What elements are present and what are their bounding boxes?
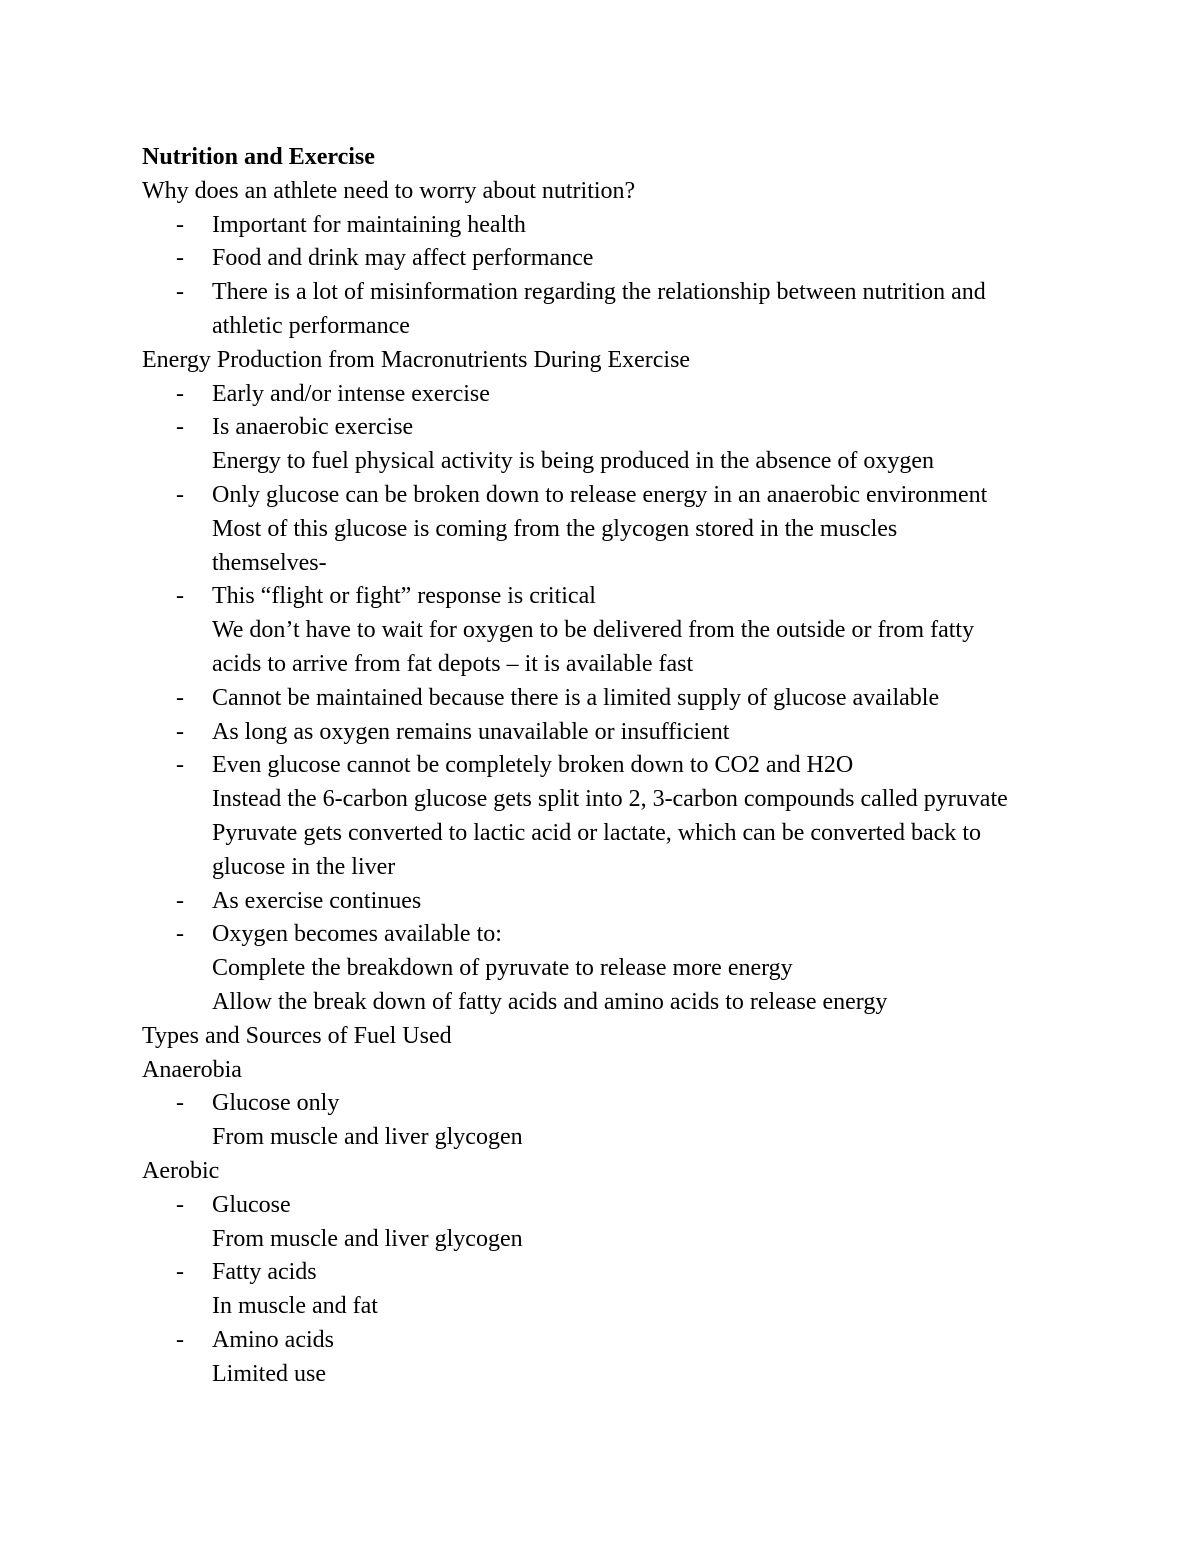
bullet-text: Amino acids bbox=[212, 1326, 334, 1353]
continuation-line: Complete the breakdown of pyruvate to release more energy bbox=[212, 955, 793, 982]
document-title: Nutrition and Exercise bbox=[142, 144, 375, 170]
continuation-line: We don’t have to wait for oxygen to be delivered from the outside or from fatty bbox=[212, 617, 975, 644]
continuation-line: Pyruvate gets converted to lactic acid or lactate, which can be converted back to bbox=[212, 819, 981, 846]
bullet-item bbox=[142, 1189, 1082, 1223]
bullet-dash: - bbox=[176, 245, 184, 272]
section-heading: Why does an athlete need to worry about nutrition? bbox=[142, 177, 636, 204]
bullet-dash: - bbox=[176, 887, 184, 914]
continuation-line: Energy to fuel physical activity is being produced in the absence of oxygen bbox=[212, 448, 935, 475]
bullet-dash: - bbox=[176, 380, 184, 407]
continuation-line: From muscle and liver glycogen bbox=[212, 1225, 523, 1252]
bullet-item bbox=[142, 209, 1082, 243]
document-body bbox=[142, 141, 1082, 1391]
document-lines bbox=[142, 175, 1082, 1392]
bullet-item bbox=[142, 716, 1082, 750]
bullet-item bbox=[142, 411, 1082, 445]
bullet-item bbox=[142, 682, 1082, 716]
bullet-item bbox=[142, 580, 1082, 614]
bullet-item bbox=[142, 749, 1082, 783]
bullet-text: Important for maintaining health bbox=[212, 211, 526, 238]
bullet-dash: - bbox=[176, 1259, 184, 1286]
bullet-text: There is a lot of misinformation regarding the relationship between nutrition and bbox=[212, 279, 986, 306]
continuation-line: Instead the 6-carbon glucose gets split into 2, 3-carbon compounds called pyruvate bbox=[212, 786, 1008, 813]
continuation-line: athletic performance bbox=[212, 312, 410, 339]
bullet-dash: - bbox=[176, 684, 184, 711]
bullet-dash: - bbox=[176, 1090, 184, 1117]
bullet-dash: - bbox=[176, 921, 184, 948]
bullet-text: Even glucose cannot be completely broken down to CO2 and H2O bbox=[212, 752, 854, 779]
bullet-text: Early and/or intense exercise bbox=[212, 380, 490, 407]
bullet-dash: - bbox=[176, 414, 184, 441]
bullet-item bbox=[142, 918, 1082, 952]
continuation-line: From muscle and liver glycogen bbox=[212, 1124, 523, 1151]
bullet-item bbox=[142, 276, 1082, 310]
bullet-dash: - bbox=[176, 752, 184, 779]
bullet-item bbox=[142, 242, 1082, 276]
bullet-item bbox=[142, 1256, 1082, 1290]
bullet-dash: - bbox=[176, 481, 184, 508]
bullet-text: As exercise continues bbox=[212, 887, 422, 914]
bullet-text: Is anaerobic exercise bbox=[212, 414, 414, 441]
bullet-dash: - bbox=[176, 718, 184, 745]
continuation-line: glucose in the liver bbox=[212, 853, 396, 880]
bullet-item bbox=[142, 1324, 1082, 1358]
bullet-item bbox=[142, 479, 1082, 513]
section-heading: Aerobic bbox=[142, 1157, 220, 1184]
section-heading: Energy Production from Macronutrients During Exercise bbox=[142, 346, 691, 373]
bullet-text: As long as oxygen remains unavailable or insufficient bbox=[212, 718, 730, 745]
bullet-dash: - bbox=[176, 1191, 184, 1218]
bullet-dash: - bbox=[176, 1326, 184, 1353]
bullet-text: This “flight or fight” response is critical bbox=[212, 583, 596, 610]
bullet-dash: - bbox=[176, 583, 184, 610]
continuation-line: Most of this glucose is coming from the glycogen stored in the muscles bbox=[212, 515, 898, 542]
bullet-text: Food and drink may affect performance bbox=[212, 245, 594, 272]
continuation-line: Allow the break down of fatty acids and amino acids to release energy bbox=[212, 988, 888, 1015]
bullet-item bbox=[142, 885, 1082, 919]
continuation-line: themselves- bbox=[212, 549, 327, 576]
continuation-line: In muscle and fat bbox=[212, 1293, 378, 1320]
bullet-dash: - bbox=[176, 211, 184, 238]
continuation-line: acids to arrive from fat depots – it is available fast bbox=[212, 650, 694, 677]
bullet-item bbox=[142, 378, 1082, 412]
bullet-text: Glucose only bbox=[212, 1090, 340, 1117]
section-heading: Anaerobia bbox=[142, 1056, 242, 1083]
bullet-text: Oxygen becomes available to: bbox=[212, 921, 502, 948]
bullet-text: Cannot be maintained because there is a limited supply of glucose available bbox=[212, 684, 940, 711]
continuation-line: Limited use bbox=[212, 1360, 326, 1387]
bullet-text: Only glucose can be broken down to release energy in an anaerobic environment bbox=[212, 481, 988, 508]
bullet-text: Glucose bbox=[212, 1191, 291, 1218]
bullet-text: Fatty acids bbox=[212, 1259, 317, 1286]
bullet-dash: - bbox=[176, 279, 184, 306]
bullet-item bbox=[142, 1087, 1082, 1121]
section-heading: Types and Sources of Fuel Used bbox=[142, 1022, 452, 1049]
